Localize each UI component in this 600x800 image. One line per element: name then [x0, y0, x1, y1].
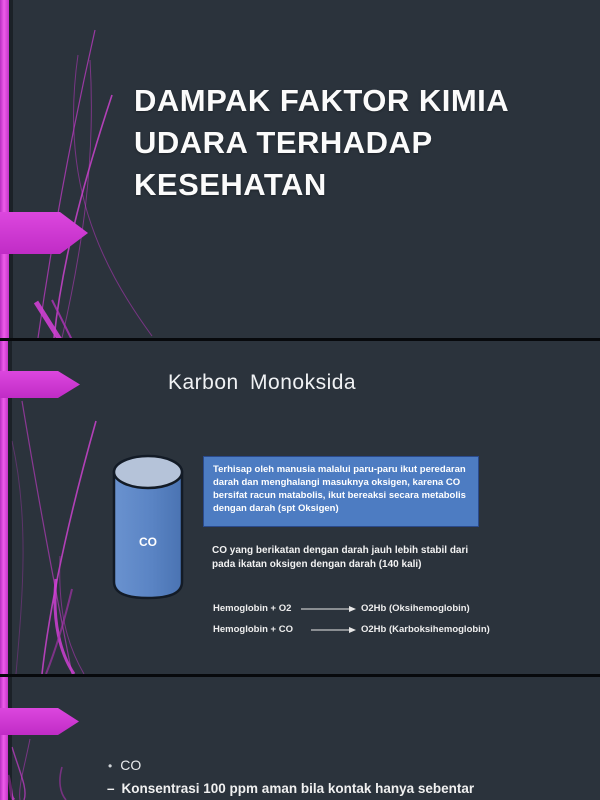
stability-line: pada ikatan oksigen dengan darah (140 kali) — [212, 559, 422, 570]
title-line: DAMPAK FAKTOR KIMIA — [134, 83, 510, 118]
accent-bar-shadow — [8, 677, 12, 800]
right-arrow-icon — [301, 605, 357, 613]
reaction-right: O2Hb (Karboksihemoglobin) — [361, 624, 490, 635]
reaction-left: Hemoglobin + O2 — [213, 603, 292, 614]
slide-heading: Karbon Monoksida — [168, 371, 357, 394]
slide-title — [0, 0, 600, 338]
presentation-title — [134, 80, 509, 206]
right-arrow-icon — [301, 626, 357, 634]
slide-karbon-monoksida — [0, 341, 600, 674]
reaction-row — [213, 603, 470, 614]
reaction-row — [213, 624, 490, 635]
accent-bar-shadow — [9, 0, 13, 338]
bullet-item — [108, 757, 141, 773]
title-line: UDARA TERHADAP — [134, 125, 433, 160]
arrow-icon — [0, 212, 88, 254]
bullet-text: CO — [120, 757, 142, 773]
info-box — [203, 456, 479, 527]
slide-co-bullets — [0, 677, 600, 800]
arrow-icon — [0, 371, 80, 398]
sub-bullet-item — [107, 781, 474, 796]
info-box-text: Terhisap oleh manusia malalui paru-paru ikut peredaran darah dan menghalangi masuknya oksigen, karena CO bersifat racun matabolis, ikut bereaksi secara metabolis dengan darah (spt Oksigen) — [213, 464, 466, 514]
sub-bullet-text: Konsentrasi 100 ppm aman bila kontak hanya sebentar — [121, 781, 475, 796]
accent-bar — [0, 0, 9, 338]
arrow-icon — [0, 708, 79, 735]
title-line: KESEHATAN — [134, 167, 327, 202]
cylinder-label: CO — [139, 535, 157, 549]
accent-bar — [0, 677, 8, 800]
bullet-marker: • — [108, 759, 113, 773]
stability-line: CO yang berikatan dengan darah jauh lebih stabil dari — [212, 545, 469, 556]
co-cylinder-graphic — [106, 448, 190, 603]
reaction-left: Hemoglobin + CO — [213, 624, 293, 635]
reaction-right: O2Hb (Oksihemoglobin) — [361, 603, 470, 614]
dash-marker: – — [107, 781, 115, 796]
stability-paragraph — [212, 544, 492, 572]
